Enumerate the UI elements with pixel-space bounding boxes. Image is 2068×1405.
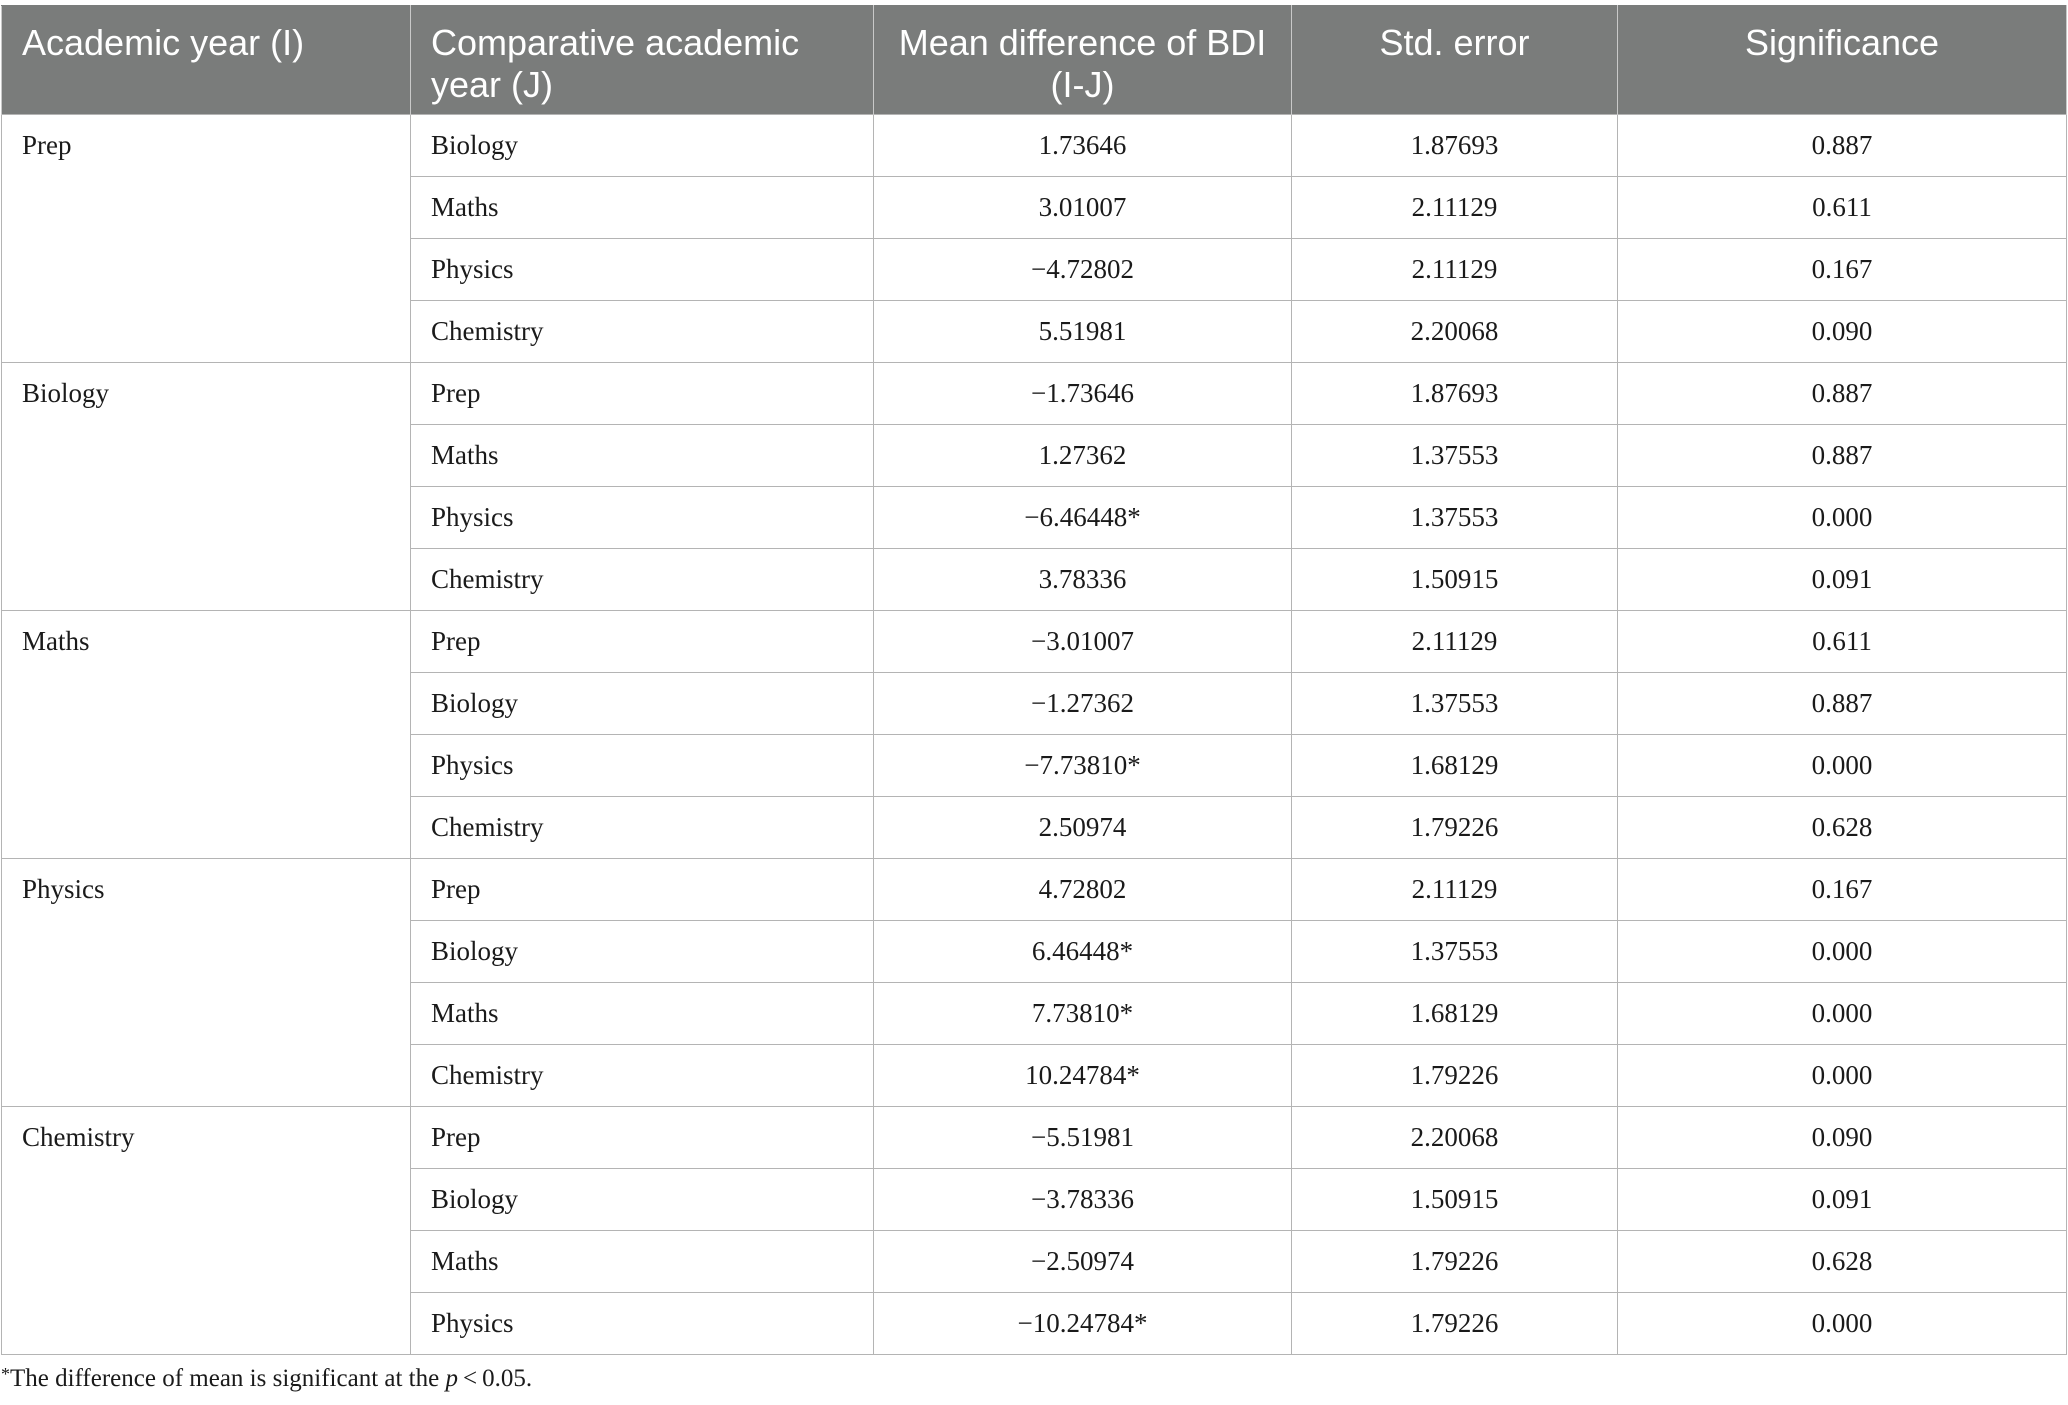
- std-error-cell: 2.11129: [1292, 177, 1618, 239]
- std-error-cell: 1.68129: [1292, 735, 1618, 797]
- comparative-year-cell: Prep: [411, 363, 874, 425]
- footnote-text: The difference of mean is significant at the: [10, 1365, 446, 1392]
- header-mean-difference: Mean difference of BDI (I-J): [874, 6, 1292, 115]
- comparative-year-cell: Physics: [411, 487, 874, 549]
- header-comparative-year: Comparative academic year (J): [411, 6, 874, 115]
- comparison-table: [1, 5, 2067, 1355]
- std-error-cell: 2.11129: [1292, 239, 1618, 301]
- mean-difference-cell: 1.27362: [874, 425, 1292, 487]
- header-std-error: Std. error: [1292, 6, 1618, 115]
- comparative-year-cell: Chemistry: [411, 549, 874, 611]
- std-error-cell: 1.79226: [1292, 1045, 1618, 1107]
- mean-difference-cell: 3.78336: [874, 549, 1292, 611]
- comparative-year-cell: Chemistry: [411, 1045, 874, 1107]
- mean-difference-cell: −3.78336: [874, 1169, 1292, 1231]
- std-error-cell: 1.50915: [1292, 549, 1618, 611]
- academic-year-cell: Chemistry: [2, 1107, 411, 1355]
- mean-difference-cell: −6.46448*: [874, 487, 1292, 549]
- mean-difference-cell: 5.51981: [874, 301, 1292, 363]
- significance-cell: 0.628: [1618, 1231, 2067, 1293]
- significance-cell: 0.887: [1618, 673, 2067, 735]
- comparative-year-cell: Prep: [411, 859, 874, 921]
- comparative-year-cell: Physics: [411, 1293, 874, 1355]
- significance-cell: 0.611: [1618, 611, 2067, 673]
- footnote: [1, 1364, 532, 1393]
- header-significance: Significance: [1618, 6, 2067, 115]
- mean-difference-cell: 2.50974: [874, 797, 1292, 859]
- significance-cell: 0.000: [1618, 983, 2067, 1045]
- footnote-star: *: [1, 1364, 10, 1384]
- comparative-year-cell: Biology: [411, 673, 874, 735]
- table-row: [2, 1107, 2067, 1169]
- std-error-cell: 1.79226: [1292, 1231, 1618, 1293]
- table-body: [2, 115, 2067, 1355]
- significance-cell: 0.887: [1618, 363, 2067, 425]
- significance-cell: 0.000: [1618, 1293, 2067, 1355]
- table-row: [2, 363, 2067, 425]
- comparative-year-cell: Maths: [411, 1231, 874, 1293]
- mean-difference-cell: −7.73810*: [874, 735, 1292, 797]
- mean-difference-cell: −2.50974: [874, 1231, 1292, 1293]
- table-row: [2, 611, 2067, 673]
- std-error-cell: 1.87693: [1292, 115, 1618, 177]
- mean-difference-cell: −1.73646: [874, 363, 1292, 425]
- mean-difference-cell: −5.51981: [874, 1107, 1292, 1169]
- comparative-year-cell: Biology: [411, 115, 874, 177]
- table-row: [2, 115, 2067, 177]
- mean-difference-cell: 4.72802: [874, 859, 1292, 921]
- std-error-cell: 2.20068: [1292, 1107, 1618, 1169]
- header-row: [2, 6, 2067, 115]
- significance-cell: 0.090: [1618, 1107, 2067, 1169]
- significance-cell: 0.611: [1618, 177, 2067, 239]
- mean-difference-cell: −1.27362: [874, 673, 1292, 735]
- std-error-cell: 1.37553: [1292, 673, 1618, 735]
- std-error-cell: 1.37553: [1292, 487, 1618, 549]
- mean-difference-cell: 7.73810*: [874, 983, 1292, 1045]
- comparative-year-cell: Chemistry: [411, 797, 874, 859]
- significance-cell: 0.091: [1618, 549, 2067, 611]
- footnote-threshold: < 0.05.: [457, 1365, 533, 1392]
- significance-cell: 0.167: [1618, 239, 2067, 301]
- comparative-year-cell: Chemistry: [411, 301, 874, 363]
- comparative-year-cell: Biology: [411, 1169, 874, 1231]
- mean-difference-cell: 10.24784*: [874, 1045, 1292, 1107]
- std-error-cell: 1.37553: [1292, 425, 1618, 487]
- std-error-cell: 1.79226: [1292, 797, 1618, 859]
- significance-cell: 0.000: [1618, 487, 2067, 549]
- significance-cell: 0.167: [1618, 859, 2067, 921]
- significance-cell: 0.887: [1618, 425, 2067, 487]
- footnote-p-symbol: p: [445, 1365, 458, 1392]
- std-error-cell: 1.50915: [1292, 1169, 1618, 1231]
- mean-difference-cell: −4.72802: [874, 239, 1292, 301]
- std-error-cell: 1.68129: [1292, 983, 1618, 1045]
- table-row: [2, 859, 2067, 921]
- comparative-year-cell: Biology: [411, 921, 874, 983]
- std-error-cell: 1.79226: [1292, 1293, 1618, 1355]
- significance-cell: 0.090: [1618, 301, 2067, 363]
- significance-cell: 0.091: [1618, 1169, 2067, 1231]
- academic-year-cell: Prep: [2, 115, 411, 363]
- significance-cell: 0.628: [1618, 797, 2067, 859]
- comparative-year-cell: Physics: [411, 735, 874, 797]
- std-error-cell: 2.20068: [1292, 301, 1618, 363]
- significance-cell: 0.887: [1618, 115, 2067, 177]
- std-error-cell: 1.37553: [1292, 921, 1618, 983]
- std-error-cell: 2.11129: [1292, 611, 1618, 673]
- significance-cell: 0.000: [1618, 1045, 2067, 1107]
- academic-year-cell: Biology: [2, 363, 411, 611]
- academic-year-cell: Physics: [2, 859, 411, 1107]
- mean-difference-cell: 6.46448*: [874, 921, 1292, 983]
- std-error-cell: 1.87693: [1292, 363, 1618, 425]
- comparative-year-cell: Maths: [411, 177, 874, 239]
- comparative-year-cell: Maths: [411, 425, 874, 487]
- academic-year-cell: Maths: [2, 611, 411, 859]
- mean-difference-cell: 1.73646: [874, 115, 1292, 177]
- comparative-year-cell: Physics: [411, 239, 874, 301]
- comparative-year-cell: Maths: [411, 983, 874, 1045]
- header-academic-year: Academic year (I): [2, 6, 411, 115]
- mean-difference-cell: 3.01007: [874, 177, 1292, 239]
- comparative-year-cell: Prep: [411, 1107, 874, 1169]
- significance-cell: 0.000: [1618, 921, 2067, 983]
- significance-cell: 0.000: [1618, 735, 2067, 797]
- std-error-cell: 2.11129: [1292, 859, 1618, 921]
- mean-difference-cell: −10.24784*: [874, 1293, 1292, 1355]
- mean-difference-cell: −3.01007: [874, 611, 1292, 673]
- comparative-year-cell: Prep: [411, 611, 874, 673]
